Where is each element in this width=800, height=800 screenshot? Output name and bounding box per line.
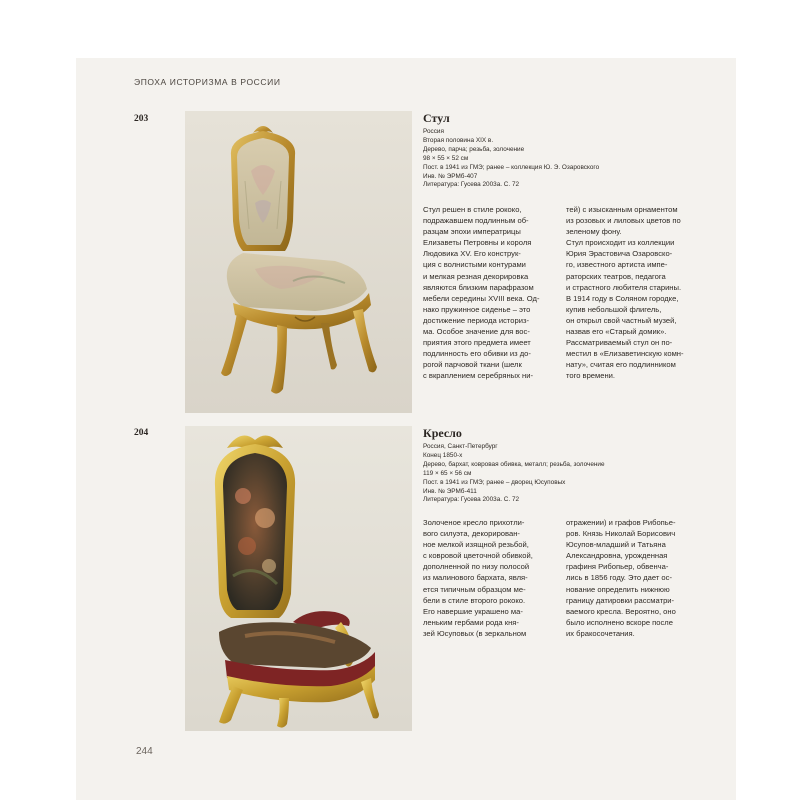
text-line: подлинность его обивки из до- (423, 349, 531, 359)
text-line: купив небольшой флигель, (566, 304, 662, 314)
text-line: Его навершие украшено ма- (423, 606, 523, 616)
text-line: Юсупов-младший и Татьяна (566, 540, 666, 550)
text-line: дополненной по низу полосой (423, 562, 530, 572)
text-line: отражении) и графов Рибопье- (566, 518, 676, 527)
entry-text-col2-203 (566, 204, 702, 382)
entry-meta-203 (423, 128, 723, 190)
text-line: нование определить нижнюю (566, 584, 670, 594)
text-line: Александровна, урожденная (566, 551, 668, 561)
text-line: Юрия Эрастовича Озаровско- (566, 249, 673, 259)
entry-meta-204 (423, 443, 723, 505)
entry-text-col1-203 (423, 204, 559, 382)
meta-line: Дерево, бархат, ковровая обивка, металл; резьба, золочение (423, 460, 605, 468)
meta-line: Вторая половина XIX в. (423, 136, 494, 144)
text-line: Рассматриваемый стул он по- (566, 338, 673, 348)
entry-text-col2-204 (566, 517, 702, 639)
text-line: го, известного артиста импе- (566, 260, 668, 270)
text-line: леньким гербами рода кня- (423, 617, 519, 627)
meta-line: Россия, Санкт-Петербург (423, 443, 498, 450)
text-line: графиня Рибопьер, обвенча- (566, 562, 669, 572)
text-line: границу датировки рассматри- (566, 595, 675, 605)
meta-line: Россия (423, 128, 444, 135)
catalog-number-204: 204 (134, 428, 149, 438)
text-line: достижение периода историз- (423, 315, 529, 325)
text-line: с ковровой цветочной обивкой, (423, 551, 533, 561)
book-page (76, 58, 736, 800)
text-line: лись в 1856 году. Это дает ос- (566, 573, 672, 583)
meta-line: Литература: Гусева 2003а. С. 72 (423, 181, 520, 189)
text-line: ма. Особое значение для вос- (423, 327, 530, 337)
entry-title-203: Стул (423, 111, 450, 125)
text-line: Людовика XV. Его конструк- (423, 249, 521, 259)
text-line: мебели середины XVIII века. Од- (423, 293, 540, 303)
text-line: рогой парчовой ткани (шелк (423, 360, 522, 370)
meta-line: Инв. № ЭРМб-411 (423, 487, 477, 495)
meta-line: Дерево, парча; резьба, золочение (423, 145, 525, 153)
meta-line: Пост. в 1941 из ГМЭ; ранее – дворец Юсуповых (423, 478, 566, 486)
text-line: вого силуэта, декорирован- (423, 529, 520, 539)
text-line: Золоченое кресло прихотли- (423, 518, 525, 527)
meta-line: 98 × 55 × 52 см (423, 154, 469, 162)
page-number: 244 (136, 746, 153, 757)
chair-photo (185, 111, 412, 413)
text-line: Стул происходит из коллекции (566, 238, 675, 248)
text-line: назвав его «Старый домик». (566, 327, 667, 337)
text-line: являются близким парафразом (423, 282, 534, 292)
meta-line: Инв. № ЭРМб-407 (423, 172, 478, 180)
text-line: зей Юсуповых (в зеркальном (423, 628, 527, 638)
text-line: раторских театров, педагога (566, 271, 666, 281)
catalog-number-203: 203 (134, 114, 149, 124)
text-line: было исполнено вскоре после (566, 617, 673, 627)
text-line: ное мелкой изящной резьбой, (423, 540, 529, 550)
text-line: он открыл свой частный музей, (566, 315, 677, 325)
text-line: ров. Князь Николай Борисович (566, 529, 676, 539)
running-head: ЭПОХА ИСТОРИЗМА В РОССИИ (134, 77, 281, 87)
text-line: местил в «Елизаветинскую комн- (566, 349, 684, 359)
text-line: нако пружинное сиденье – это (423, 304, 531, 314)
text-line: из розовых и лиловых цветов по (566, 216, 681, 226)
text-line: нату», считая его подлинником (566, 360, 676, 370)
text-line: В 1914 году в Соляном городке, (566, 293, 679, 303)
text-line: ваемого кресла. Вероятно, оно (566, 606, 676, 616)
text-line: подражавшем подлинным об- (423, 216, 529, 226)
text-line: бели в стиле второго рококо. (423, 595, 526, 605)
text-line: Стул решен в стиле рококо, (423, 205, 522, 214)
text-line: и страстного любителя старины. (566, 282, 682, 292)
text-line: того времени. (566, 371, 616, 381)
text-line: ция с волнистыми контурами (423, 260, 526, 270)
entry-text-col1-204 (423, 517, 559, 639)
text-line: приятия этого предмета имеет (423, 338, 531, 348)
text-line: тей) с изысканным орнаментом (566, 205, 678, 214)
text-line: ется типичным образцом ме- (423, 584, 526, 594)
text-line: из малинового бархата, явля- (423, 573, 528, 583)
text-line: Елизаветы Петровны и короля (423, 238, 532, 248)
text-line: и мелкая резная декорировка (423, 271, 529, 281)
meta-line: Пост. в 1941 из ГМЭ; ранее – коллекция Ю. Э. Озаровского (423, 163, 600, 171)
text-line: разцам эпохи императрицы (423, 227, 521, 237)
entry-title-204: Кресло (423, 426, 462, 440)
text-line: с вкраплением серебряных ни- (423, 371, 533, 381)
meta-line: 119 × 65 × 56 см (423, 469, 472, 477)
text-line: зеленому фону. (566, 227, 622, 237)
armchair-photo (185, 426, 412, 731)
text-line: их бракосочетания. (566, 628, 635, 638)
meta-line: Конец 1850-х (423, 451, 463, 459)
meta-line: Литература: Гусева 2003а. С. 72 (423, 496, 520, 504)
